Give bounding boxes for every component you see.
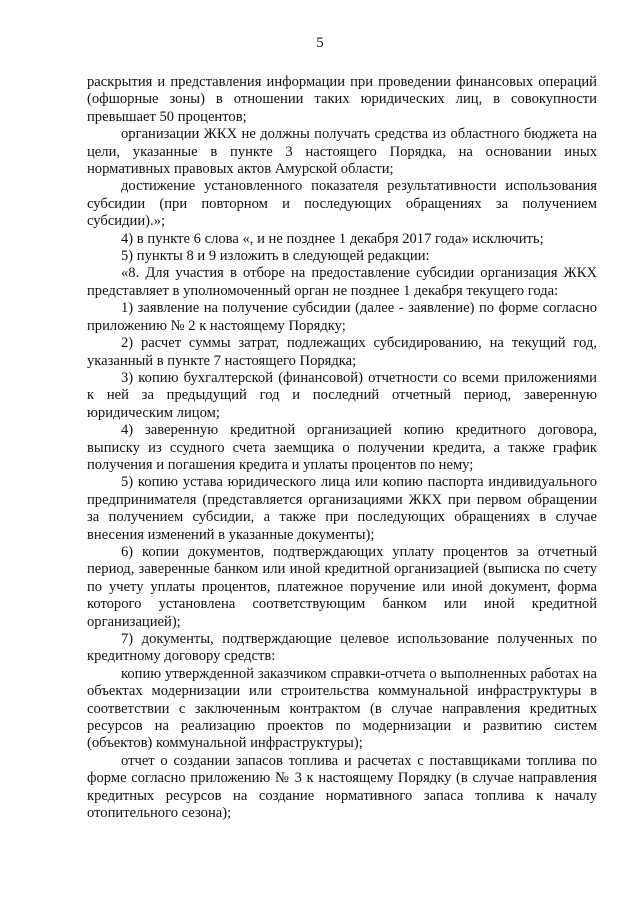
paragraph-item-4-amendment: 4) в пункте 6 слова «, и не позднее 1 декабря 2017 года» исключить;: [121, 230, 544, 247]
list-item-charter-or-passport: 5) копию устава юридического лица или копию паспорта индивидуального предпринимателя (представляется организациями ЖКХ при первом обращении за получением субсидии, а также при последующих обращениях в случае внесения изменений в указанные документы);: [87, 474, 597, 543]
list-item-cost-calculation: 2) расчет суммы затрат, подлежащих субсидированию, на текущий год, указанный в пункте 7 настоящего Порядка;: [87, 335, 597, 369]
document-body: [87, 74, 597, 822]
paragraph-performance-indicator: достижение установленного показателя результативности использования субсидии (при повторном и последующих обращениях за получением субсидии).»;: [87, 178, 597, 230]
page-number: 5: [316, 35, 324, 51]
paragraph-work-report-copy: копию утвержденной заказчиком справки-отчета о выполненных работах на объектах модернизации или строительства коммунальной инфраструктуры в соответствии с заключенным контрактом (в случае направления кредитных ресурсов на реализацию проектов по модернизации и развитию систем (объектов) коммунальной инфраструктуры);: [87, 665, 597, 752]
list-item-target-use-docs: 7) документы, подтверждающие целевое использование полученных по кредитному договору средств:: [87, 631, 597, 665]
paragraph-clause-8-intro: «8. Для участия в отборе на предоставление субсидии организация ЖКХ представляет в уполномоченный орган не позднее 1 декабря текущего года:: [87, 265, 597, 299]
paragraph-fuel-reserve-report: отчет о создании запасов топлива и расчетах с поставщиками топлива по форме согласно приложению № 3 к настоящему Порядку (в случае направления кредитных ресурсов на создание нормативного запаса топлива к началу отопительного сезона);: [87, 752, 597, 822]
list-item-credit-agreement: 4) заверенную кредитной организацией копию кредитного договора, выписку из ссудного счета заемщика о получении кредита, а также график получения и погашения кредита и уплаты процентов по нему;: [87, 422, 597, 473]
paragraph-offshore-disclosure: раскрытия и представления информации при проведении финансовых операций (офшорные зоны) в отношении таких юридических лиц, в совокупности превышает 50 процентов;: [87, 74, 597, 125]
paragraph-no-regional-funds: организации ЖКХ не должны получать средства из областного бюджета на цели, указанные в пункте 3 настоящего Порядка, на основании иных нормативных правовых актов Амурской области;: [87, 126, 597, 178]
list-item-application: 1) заявление на получение субсидии (далее - заявление) по форме согласно приложению № 2 к настоящему Порядку;: [87, 300, 597, 334]
list-item-financial-statements: 3) копию бухгалтерской (финансовой) отчетности со всеми приложениями к ней за предыдущий год и последний отчетный период, заверенную юридическим лицом;: [87, 369, 597, 421]
list-item-interest-payment-docs: 6) копии документов, подтверждающих уплату процентов за отчетный период, заверенные банком или иной кредитной организацией (выписка по счету по учету уплаты процентов, платежное поручение или иной документ, форма которого установлена соответствующим банком или иной кредитной организацией);: [87, 543, 597, 630]
paragraph-item-5-amendment: 5) пункты 8 и 9 изложить в следующей редакции:: [121, 248, 430, 265]
